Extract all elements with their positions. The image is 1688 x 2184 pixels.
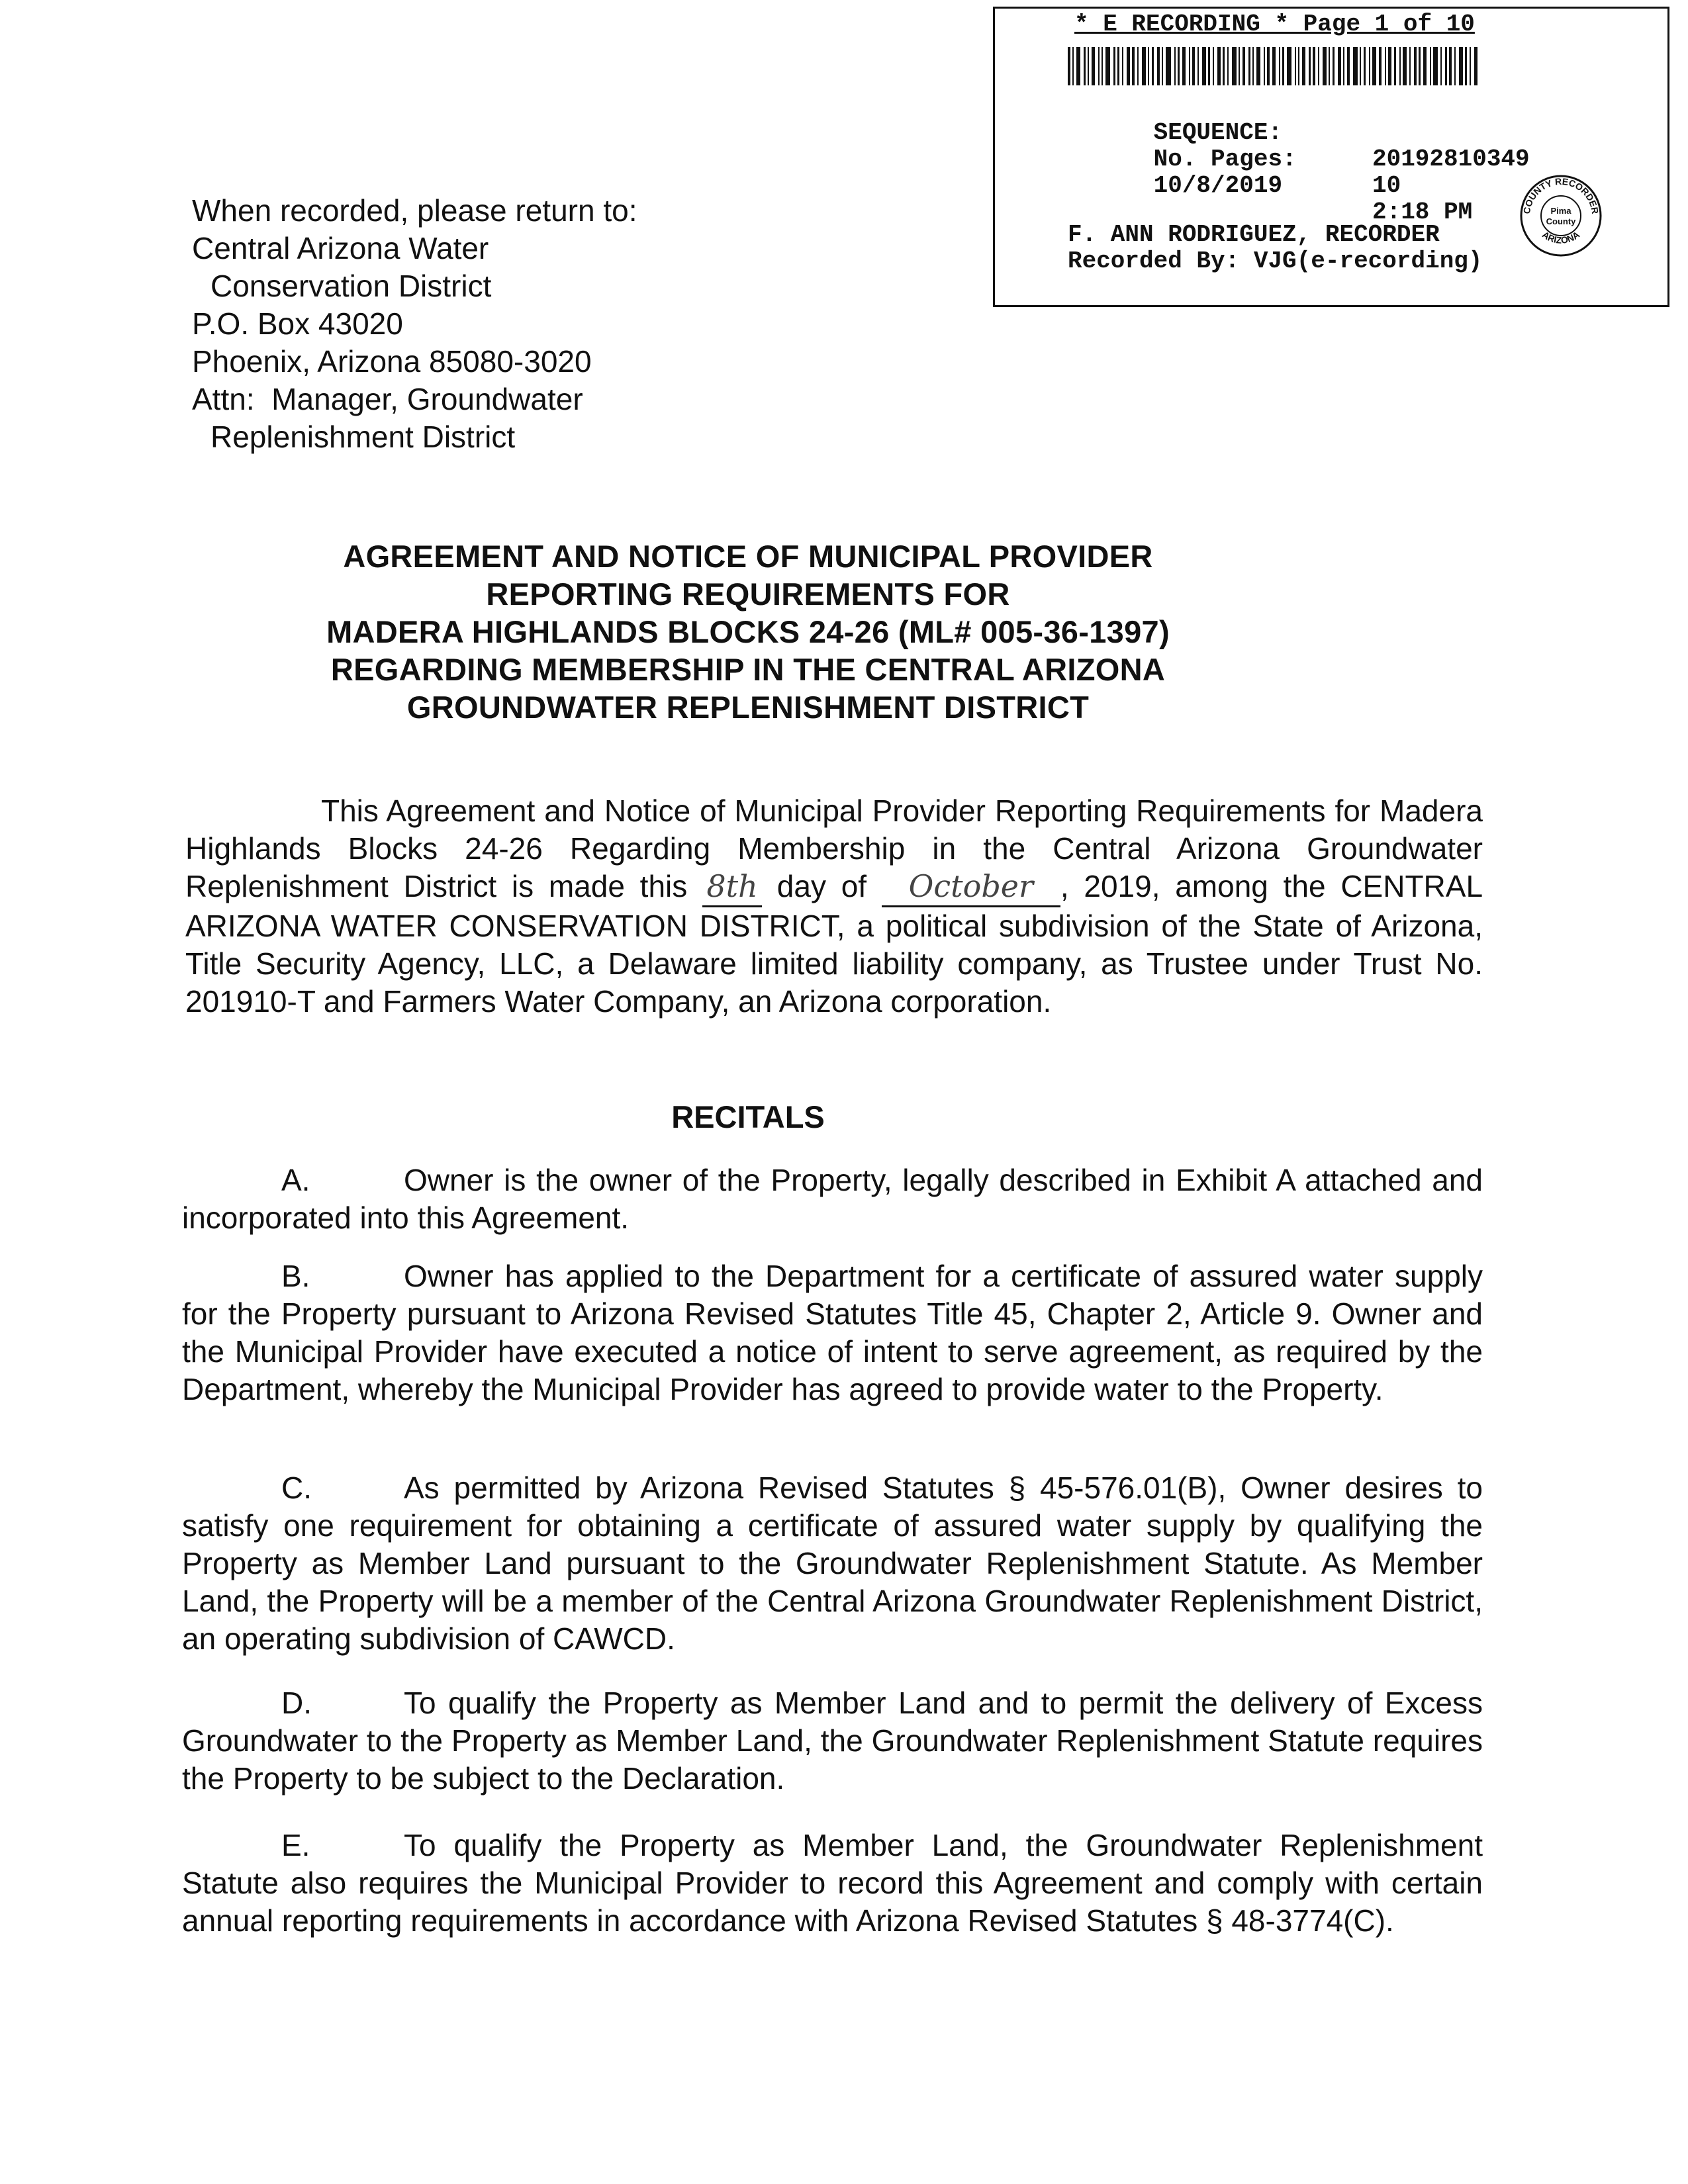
barcode-bar bbox=[1385, 47, 1386, 85]
return-line: Phoenix, Arizona 85080-3020 bbox=[192, 344, 592, 379]
barcode-bar bbox=[1454, 47, 1456, 85]
barcode-bar bbox=[1189, 47, 1190, 85]
intro-text-2: day of bbox=[776, 869, 867, 903]
barcode-bar bbox=[1459, 47, 1463, 85]
return-line: Central Arizona Water bbox=[192, 231, 489, 265]
return-line: Conservation District bbox=[211, 269, 492, 303]
barcode-bar bbox=[1232, 47, 1237, 85]
recital-letter: B. bbox=[281, 1259, 310, 1293]
barcode-bar bbox=[1474, 47, 1477, 85]
return-line: Replenishment District bbox=[211, 420, 516, 454]
barcode-bar bbox=[1239, 47, 1240, 85]
recital-letter: C. bbox=[281, 1471, 312, 1505]
barcode-bar bbox=[1419, 47, 1421, 85]
barcode-bar bbox=[1403, 47, 1407, 85]
document-title bbox=[199, 537, 1297, 726]
barcode-bar bbox=[1178, 47, 1180, 85]
seal-center-1: Pima bbox=[1550, 206, 1571, 216]
return-address bbox=[192, 192, 637, 456]
barcode-bar bbox=[1152, 47, 1154, 85]
barcode-bar bbox=[1343, 47, 1344, 85]
barcode-bar bbox=[1379, 47, 1382, 85]
recital-letter: A. bbox=[281, 1163, 310, 1197]
barcode-bar bbox=[1088, 47, 1089, 85]
barcode-bar bbox=[1423, 47, 1427, 85]
barcode-bar bbox=[1122, 47, 1123, 85]
barcode-bar bbox=[1252, 47, 1254, 85]
barcode-bar bbox=[1157, 47, 1160, 85]
recital-text: As permitted by Arizona Revised Statutes § 45-576.01(B), Owner desires to satisfy one requirement for obtaining a certificate of assured water supply by qualifying the Property as Member Land pursuant to the Groundwater Replenishment Statute. As Member Land, the Property will be a member of the Central Arizona Groundwater Replenishment District, an operating subdivision of CAWCD. bbox=[182, 1471, 1483, 1656]
barcode-bar bbox=[1414, 47, 1417, 85]
barcode-bar bbox=[1465, 47, 1467, 85]
barcode-bar bbox=[1309, 47, 1311, 85]
recording-time: 2:18 PM bbox=[1372, 199, 1473, 226]
recital-letter: D. bbox=[281, 1686, 312, 1720]
barcode-bar bbox=[1323, 47, 1327, 85]
recital-c bbox=[182, 1469, 1483, 1658]
barcode-bar bbox=[1174, 47, 1176, 85]
intro-text-3: , 2019, among the CENTRAL ARIZONA WATER CONSERVATION DISTRICT, a political subdivision of the State of Arizona, Title Security Agency, LLC, a Delaware limited liability company, as Trustee under Trust No. 201910-T and Farmers Water Company, an Arizona corporation. bbox=[185, 869, 1483, 1019]
seal-center-2: County bbox=[1546, 216, 1576, 226]
barcode-bar bbox=[1105, 47, 1110, 85]
barcode-bar bbox=[1227, 47, 1229, 85]
month-handwritten: October bbox=[882, 868, 1060, 907]
barcode-bar bbox=[1295, 47, 1296, 85]
barcode-bar bbox=[1127, 47, 1130, 85]
barcode-bar bbox=[1399, 47, 1401, 85]
barcode-bar bbox=[1068, 47, 1070, 85]
sequence-value: 20192810349 bbox=[1372, 146, 1530, 173]
barcode-bar bbox=[1372, 47, 1376, 85]
barcode-bar bbox=[1347, 47, 1350, 85]
day-handwritten: 8th bbox=[702, 868, 762, 907]
title-line: REPORTING REQUIREMENTS FOR bbox=[486, 576, 1010, 612]
county-seal-icon bbox=[1518, 173, 1604, 259]
barcode-bar bbox=[1318, 47, 1319, 85]
barcode-bar bbox=[1182, 47, 1186, 85]
barcode-bar bbox=[1302, 47, 1305, 85]
barcode-bar bbox=[1267, 47, 1270, 85]
barcode-bar bbox=[1282, 47, 1284, 85]
barcode-bar bbox=[1364, 47, 1366, 85]
barcode-bar bbox=[1166, 47, 1171, 85]
return-line: Attn: Manager, Groundwater bbox=[192, 382, 583, 416]
barcode-bar bbox=[1132, 47, 1135, 85]
barcode-bar bbox=[1072, 47, 1074, 85]
barcode-bar bbox=[1440, 47, 1442, 85]
return-line: P.O. Box 43020 bbox=[192, 306, 403, 341]
barcode-bar bbox=[1256, 47, 1260, 85]
barcode-bar bbox=[1333, 47, 1335, 85]
recital-b bbox=[182, 1257, 1483, 1408]
barcode-bar bbox=[1223, 47, 1225, 85]
title-line: GROUNDWATER REPLENISHMENT DISTRICT bbox=[406, 690, 1090, 725]
recital-text: To qualify the Property as Member Land, the Groundwater Replenishment Statute also requires the Municipal Provider to record this Agreement and comply with certain annual reporting requirements in accordance with Arizona Revised Statutes § 48-3774(C). bbox=[182, 1828, 1483, 1938]
barcode-bar bbox=[1192, 47, 1195, 85]
barcode-bar bbox=[1388, 47, 1391, 85]
recital-text: Owner has applied to the Department for a certificate of assured water supply for the Property pursuant to Arizona Revised Statutes Title 45, Chapter 2, Article 9. Owner and the Municipal Provider have executed a notice of intent to serve agreement, as required by the Department, whereby the Municipal Provider has agreed to provide water to the Property. bbox=[182, 1259, 1483, 1406]
recording-header: * E RECORDING * Page 1 of 10 bbox=[1074, 11, 1475, 38]
barcode-bar bbox=[1248, 47, 1250, 85]
barcode-bar bbox=[1445, 47, 1447, 85]
barcode-bar bbox=[1287, 47, 1291, 85]
barcode-bar bbox=[1197, 47, 1199, 85]
barcode-bar bbox=[1433, 47, 1438, 85]
sequence-label: SEQUENCE: bbox=[1153, 119, 1283, 146]
barcode-bar bbox=[1102, 47, 1103, 85]
return-line: When recorded, please return to: bbox=[192, 193, 637, 228]
recording-date: 10/8/2019 bbox=[1153, 172, 1283, 199]
barcode-bar bbox=[1430, 47, 1431, 85]
barcode-bar bbox=[1264, 47, 1265, 85]
barcode-bar bbox=[1162, 47, 1163, 85]
recorder-name: F. ANN RODRIGUEZ, RECORDER bbox=[1068, 221, 1440, 248]
barcode-bar bbox=[1084, 47, 1086, 85]
barcode-bar bbox=[1243, 47, 1245, 85]
barcode bbox=[1068, 47, 1630, 85]
barcode-bar bbox=[1213, 47, 1214, 85]
barcode-bar bbox=[1098, 47, 1100, 85]
recital-d bbox=[182, 1684, 1483, 1797]
barcode-bar bbox=[1076, 47, 1080, 85]
barcode-bar bbox=[1092, 47, 1095, 85]
recording-stamp bbox=[993, 7, 1669, 307]
barcode-bar bbox=[1272, 47, 1276, 85]
barcode-bar bbox=[1279, 47, 1280, 85]
recital-text: Owner is the owner of the Property, legally described in Exhibit A attached and incorporated into this Agreement. bbox=[182, 1163, 1483, 1235]
title-line: REGARDING MEMBERSHIP IN THE CENTRAL ARIZONA bbox=[330, 652, 1166, 687]
barcode-bar bbox=[1329, 47, 1330, 85]
seal-top-text: COUNTY RECORDER bbox=[1521, 175, 1601, 215]
barcode-bar bbox=[1338, 47, 1341, 85]
barcode-bar bbox=[1449, 47, 1452, 85]
barcode-bar bbox=[1369, 47, 1370, 85]
barcode-bar bbox=[1360, 47, 1361, 85]
recital-e bbox=[182, 1827, 1483, 1940]
barcode-bar bbox=[1208, 47, 1210, 85]
title-line: MADERA HIGHLANDS BLOCKS 24-26 (ML# 005-36-1397) bbox=[326, 614, 1170, 649]
barcode-bar bbox=[1217, 47, 1221, 85]
barcode-bar bbox=[1202, 47, 1206, 85]
title-line: AGREEMENT AND NOTICE OF MUNICIPAL PROVIDER bbox=[343, 539, 1153, 574]
pages-value: 10 bbox=[1372, 172, 1401, 199]
pages-label: No. Pages: bbox=[1153, 146, 1297, 173]
barcode-bar bbox=[1142, 47, 1146, 85]
barcode-bar bbox=[1353, 47, 1358, 85]
seal-bottom-text: ARIZONA bbox=[1540, 229, 1582, 246]
barcode-bar bbox=[1409, 47, 1411, 85]
recital-text: To qualify the Property as Member Land and to permit the delivery of Excess Groundwater to the Property as Member Land, the Groundwater Replenishment Statute requires the Property to be subject to the Declaration. bbox=[182, 1686, 1483, 1796]
barcode-bar bbox=[1137, 47, 1139, 85]
intro-paragraph bbox=[185, 792, 1483, 1021]
recital-letter: E. bbox=[281, 1828, 310, 1862]
recorded-by: Recorded By: VJG(e-recording) bbox=[1068, 248, 1483, 275]
barcode-bar bbox=[1298, 47, 1299, 85]
intro-text-1: This Agreement and Notice of Municipal Provider Reporting Requirements for Madera Highlands Blocks 24-26 Regarding Membership in the Central Arizona Groundwater Replenishment District is made this bbox=[185, 794, 1483, 903]
barcode-bar bbox=[1313, 47, 1315, 85]
barcode-bar bbox=[1394, 47, 1396, 85]
barcode-bar bbox=[1113, 47, 1115, 85]
recital-a bbox=[182, 1161, 1483, 1237]
barcode-bar bbox=[1148, 47, 1149, 85]
recitals-heading: RECITALS bbox=[671, 1099, 825, 1134]
barcode-bar bbox=[1117, 47, 1119, 85]
barcode-bar bbox=[1470, 47, 1471, 85]
